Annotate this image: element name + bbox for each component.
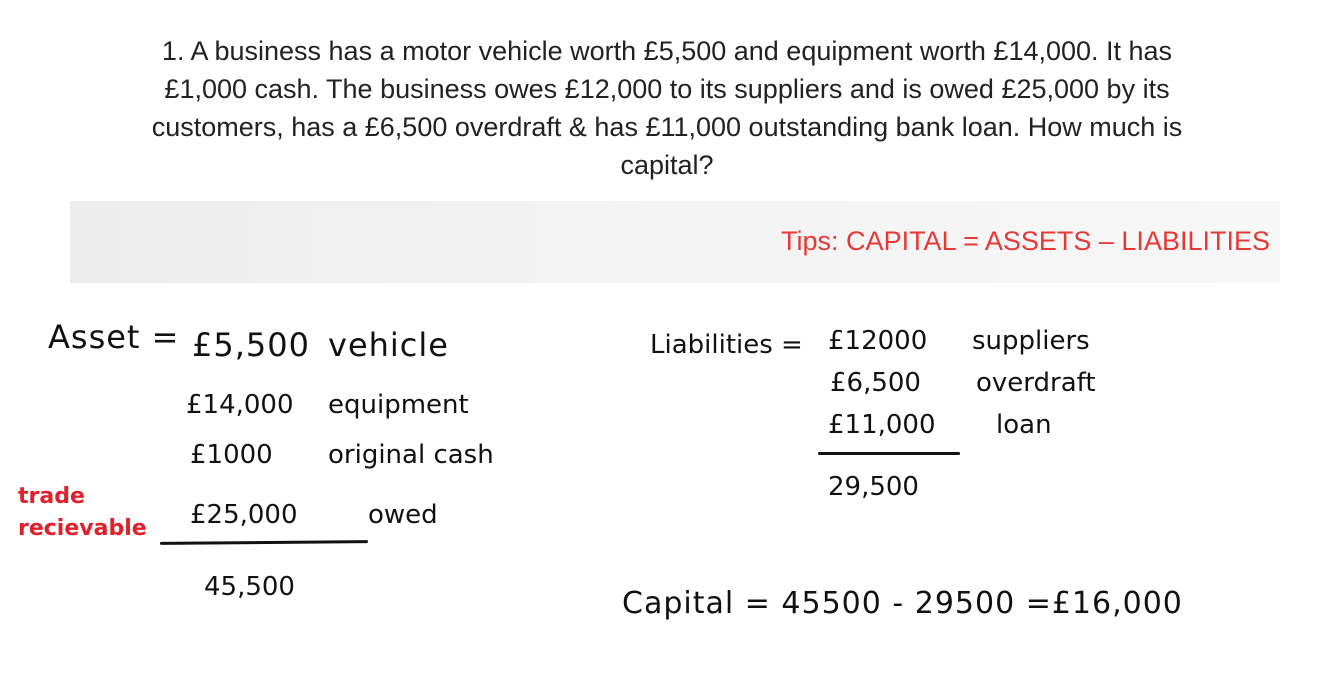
question-line: capital? — [620, 150, 714, 180]
asset-amount: £25,000 — [190, 500, 298, 530]
liability-amount: £12000 — [828, 326, 928, 356]
tips-text: Tips: CAPITAL = ASSETS – LIABILITIES — [781, 226, 1270, 256]
asset-label: equipment — [328, 390, 469, 420]
assets-total: 45,500 — [204, 572, 295, 602]
asset-label: vehicle — [328, 326, 449, 364]
asset-label: owed — [368, 500, 438, 530]
liability-amount: £11,000 — [828, 410, 936, 440]
capital-calculation: Capital = 45500 - 29500 =£16,000 — [622, 586, 1183, 621]
liabilities-total: 29,500 — [828, 472, 919, 502]
asset-note: recievable — [18, 516, 147, 541]
asset-amount: £1000 — [190, 440, 273, 470]
asset-amount: £14,000 — [186, 390, 294, 420]
question-line: £1,000 cash. The business owes £12,000 to its suppliers and is owed £25,000 by its — [164, 74, 1170, 104]
liability-label: overdraft — [976, 368, 1096, 398]
liabilities-total-rule — [818, 452, 960, 455]
liabilities-heading: Liabilities = — [650, 330, 803, 360]
liability-label: suppliers — [972, 326, 1090, 356]
asset-note: trade — [18, 484, 85, 509]
liability-amount: £6,500 — [830, 368, 921, 398]
assets-total-rule — [160, 540, 368, 545]
asset-amount: £5,500 — [192, 326, 310, 364]
liability-label: loan — [996, 410, 1052, 440]
asset-label: original cash — [328, 440, 494, 470]
question-text — [60, 32, 1274, 184]
assets-heading: Asset = — [48, 318, 180, 356]
question-line: customers, has a £6,500 overdraft & has £11,000 outstanding bank loan. How much is — [151, 112, 1183, 142]
question-line: 1. A business has a motor vehicle worth £5,500 and equipment worth £14,000. It has — [161, 36, 1173, 66]
